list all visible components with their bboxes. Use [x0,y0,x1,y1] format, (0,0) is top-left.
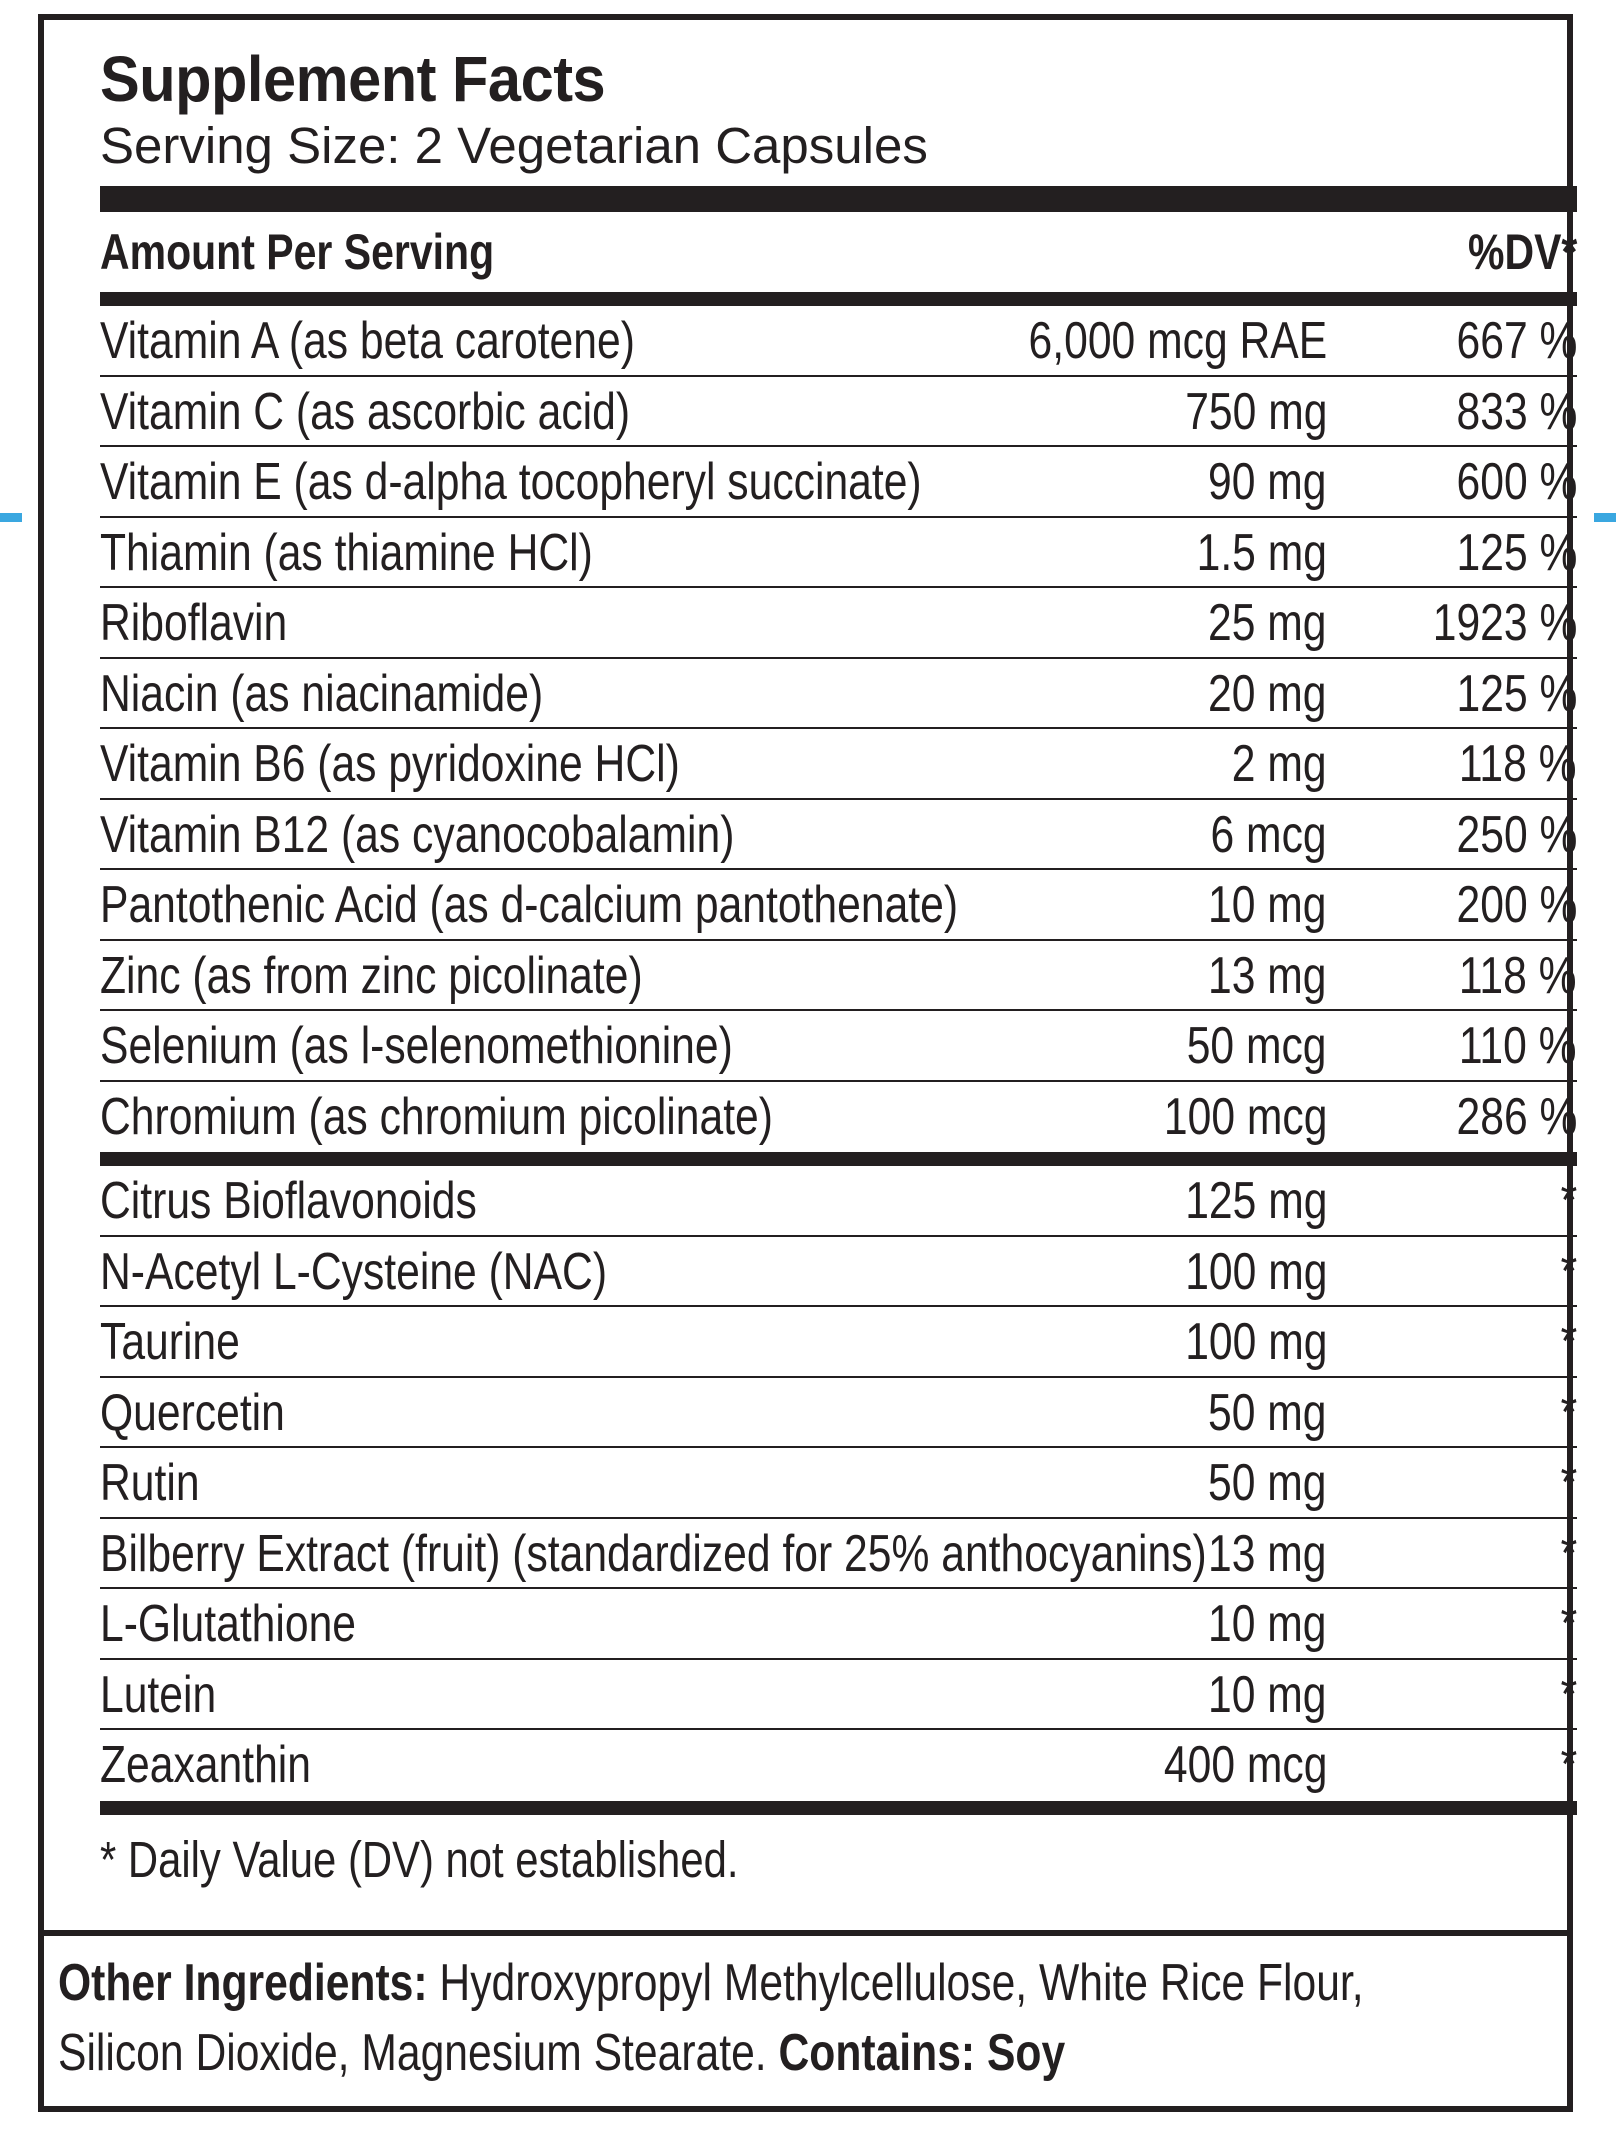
nutrient-dv: 600 % [1456,453,1577,511]
other-nutrient-rows [100,1166,1577,1801]
nutrient-dv: 125 % [1456,523,1577,582]
nutrient-row [100,1378,1577,1449]
nutrient-amount: 25 mg [1208,594,1327,652]
nutrient-dv: 250 % [1456,805,1577,864]
nutrient-amount: 13 mg [1208,946,1327,1005]
nutrient-amount: 50 mg [1208,1454,1327,1512]
nutrient-name: Bilberry Extract (fruit) (standardized for 25% anthocyanins) [100,1524,1207,1583]
nutrient-amount: 100 mcg [1163,1087,1327,1146]
nutrient-row [100,1237,1577,1308]
facts-content [100,42,1577,1897]
amount-per-serving-label: Amount Per Serving [100,224,495,280]
daily-value-footnote [100,1815,1577,1897]
nutrient-name: Thiamin (as thiamine HCl) [100,523,593,582]
rule-above-footnote [100,1801,1577,1815]
nutrient-row [100,729,1577,800]
nutrient-name: Citrus Bioflavonoids [100,1172,477,1230]
nutrient-row [100,377,1577,448]
nutrient-row [100,800,1577,871]
other-ingredients-text-2: Silicon Dioxide, Magnesium Stearate. [58,2024,779,2082]
nutrient-row [100,1448,1577,1519]
other-ingredients-text-1: Hydroxypropyl Methylcellulose, White Rice Flour, [427,1954,1364,2012]
right-accent-tab [1594,513,1616,522]
nutrient-name: N-Acetyl L-Cysteine (NAC) [100,1242,608,1301]
nutrient-amount: 6 mcg [1210,805,1327,864]
nutrient-name: Zeaxanthin [100,1736,311,1794]
nutrient-amount: 50 mcg [1187,1017,1327,1075]
nutrient-dv: * [1560,1736,1577,1794]
nutrient-name: Vitamin E (as d-alpha tocopheryl succinate) [100,453,922,511]
nutrient-row [100,1519,1577,1590]
nutrient-name: Pantothenic Acid (as d-calcium pantothenate) [100,876,959,934]
nutrient-dv: 833 % [1456,382,1577,441]
nutrient-name: Vitamin B6 (as pyridoxine HCl) [100,735,680,793]
nutrient-dv: * [1560,1242,1577,1301]
amount-header-row [100,212,1577,292]
nutrient-amount: 125 mg [1184,1172,1327,1230]
nutrient-row [100,1589,1577,1660]
nutrient-amount: 20 mg [1208,664,1327,723]
thick-rule-top [100,186,1577,212]
nutrient-amount: 10 mg [1208,876,1327,934]
nutrient-amount: 2 mg [1232,735,1327,793]
nutrient-dv: 200 % [1456,876,1577,934]
nutrient-row [100,518,1577,589]
nutrient-row [100,1307,1577,1378]
nutrient-amount: 10 mg [1208,1595,1327,1653]
nutrient-amount: 50 mg [1208,1383,1327,1442]
nutrient-name: L-Glutathione [100,1595,357,1653]
nutrient-dv: * [1560,1313,1577,1371]
serving-size: Serving Size: 2 Vegetarian Capsules [100,117,928,174]
other-ingredients-line-2 [58,2018,1288,2088]
nutrient-amount: 100 mg [1184,1313,1327,1371]
nutrient-amount: 100 mg [1184,1242,1327,1301]
nutrient-dv: 118 % [1459,946,1577,1005]
nutrient-name: Lutein [100,1665,217,1724]
nutrient-row [100,1166,1577,1237]
other-ingredients-label: Other Ingredients: [58,1954,428,2012]
nutrient-row [100,447,1577,518]
panel-title: Supplement Facts [100,43,606,115]
supplement-facts-panel [38,14,1577,2112]
nutrient-row [100,659,1577,730]
nutrient-name: Vitamin A (as beta carotene) [100,312,635,370]
contains-label: Contains: Soy [778,2024,1066,2082]
rule-between-sections [100,1152,1577,1166]
nutrient-name: Quercetin [100,1383,285,1442]
nutrient-dv: 125 % [1456,664,1577,723]
nutrient-dv: * [1560,1172,1577,1230]
nutrient-row [100,1730,1577,1801]
other-ingredients-block [58,1948,1558,2088]
nutrient-dv: * [1560,1665,1577,1724]
vitamin-rows [100,306,1577,1152]
nutrient-dv: * [1560,1524,1577,1583]
nutrient-amount: 10 mg [1208,1665,1327,1724]
nutrient-dv: 1923 % [1432,594,1577,652]
nutrient-dv: * [1560,1383,1577,1442]
nutrient-amount: 400 mcg [1163,1736,1327,1794]
nutrient-row [100,870,1577,941]
nutrient-row [100,941,1577,1012]
nutrient-name: Vitamin C (as ascorbic acid) [100,382,631,441]
nutrient-name: Niacin (as niacinamide) [100,664,544,723]
nutrient-dv: 118 % [1459,735,1577,793]
nutrient-amount: 90 mg [1208,453,1327,511]
nutrient-name: Zinc (as from zinc picolinate) [100,946,643,1005]
nutrient-dv: * [1560,1595,1577,1653]
nutrient-amount: 13 mg [1208,1524,1327,1583]
nutrient-dv: 110 % [1459,1017,1577,1075]
nutrient-amount: 1.5 mg [1196,523,1327,582]
nutrient-dv: * [1560,1454,1577,1512]
nutrient-name: Vitamin B12 (as cyanocobalamin) [100,805,735,864]
footnote-text: * Daily Value (DV) not established. [100,1830,739,1888]
nutrient-row [100,588,1577,659]
nutrient-name: Selenium (as l-selenomethionine) [100,1017,733,1075]
nutrient-amount: 6,000 mcg RAE [1028,312,1327,370]
left-accent-tab [0,513,22,522]
dv-header-label: %DV* [1467,224,1577,280]
nutrient-row [100,306,1577,377]
nutrient-row [100,1660,1577,1731]
ingredients-divider [44,1930,1567,1936]
nutrient-dv: 286 % [1456,1087,1577,1146]
nutrient-dv: 667 % [1456,312,1577,370]
nutrient-name: Rutin [100,1454,200,1512]
rule-under-header [100,292,1577,306]
nutrient-name: Riboflavin [100,594,288,652]
nutrient-row [100,1082,1577,1153]
other-ingredients-line-1 [58,1948,1364,2018]
nutrient-name: Chromium (as chromium picolinate) [100,1087,773,1146]
nutrient-name: Taurine [100,1313,240,1371]
nutrient-amount: 750 mg [1184,382,1327,441]
nutrient-row [100,1011,1577,1082]
